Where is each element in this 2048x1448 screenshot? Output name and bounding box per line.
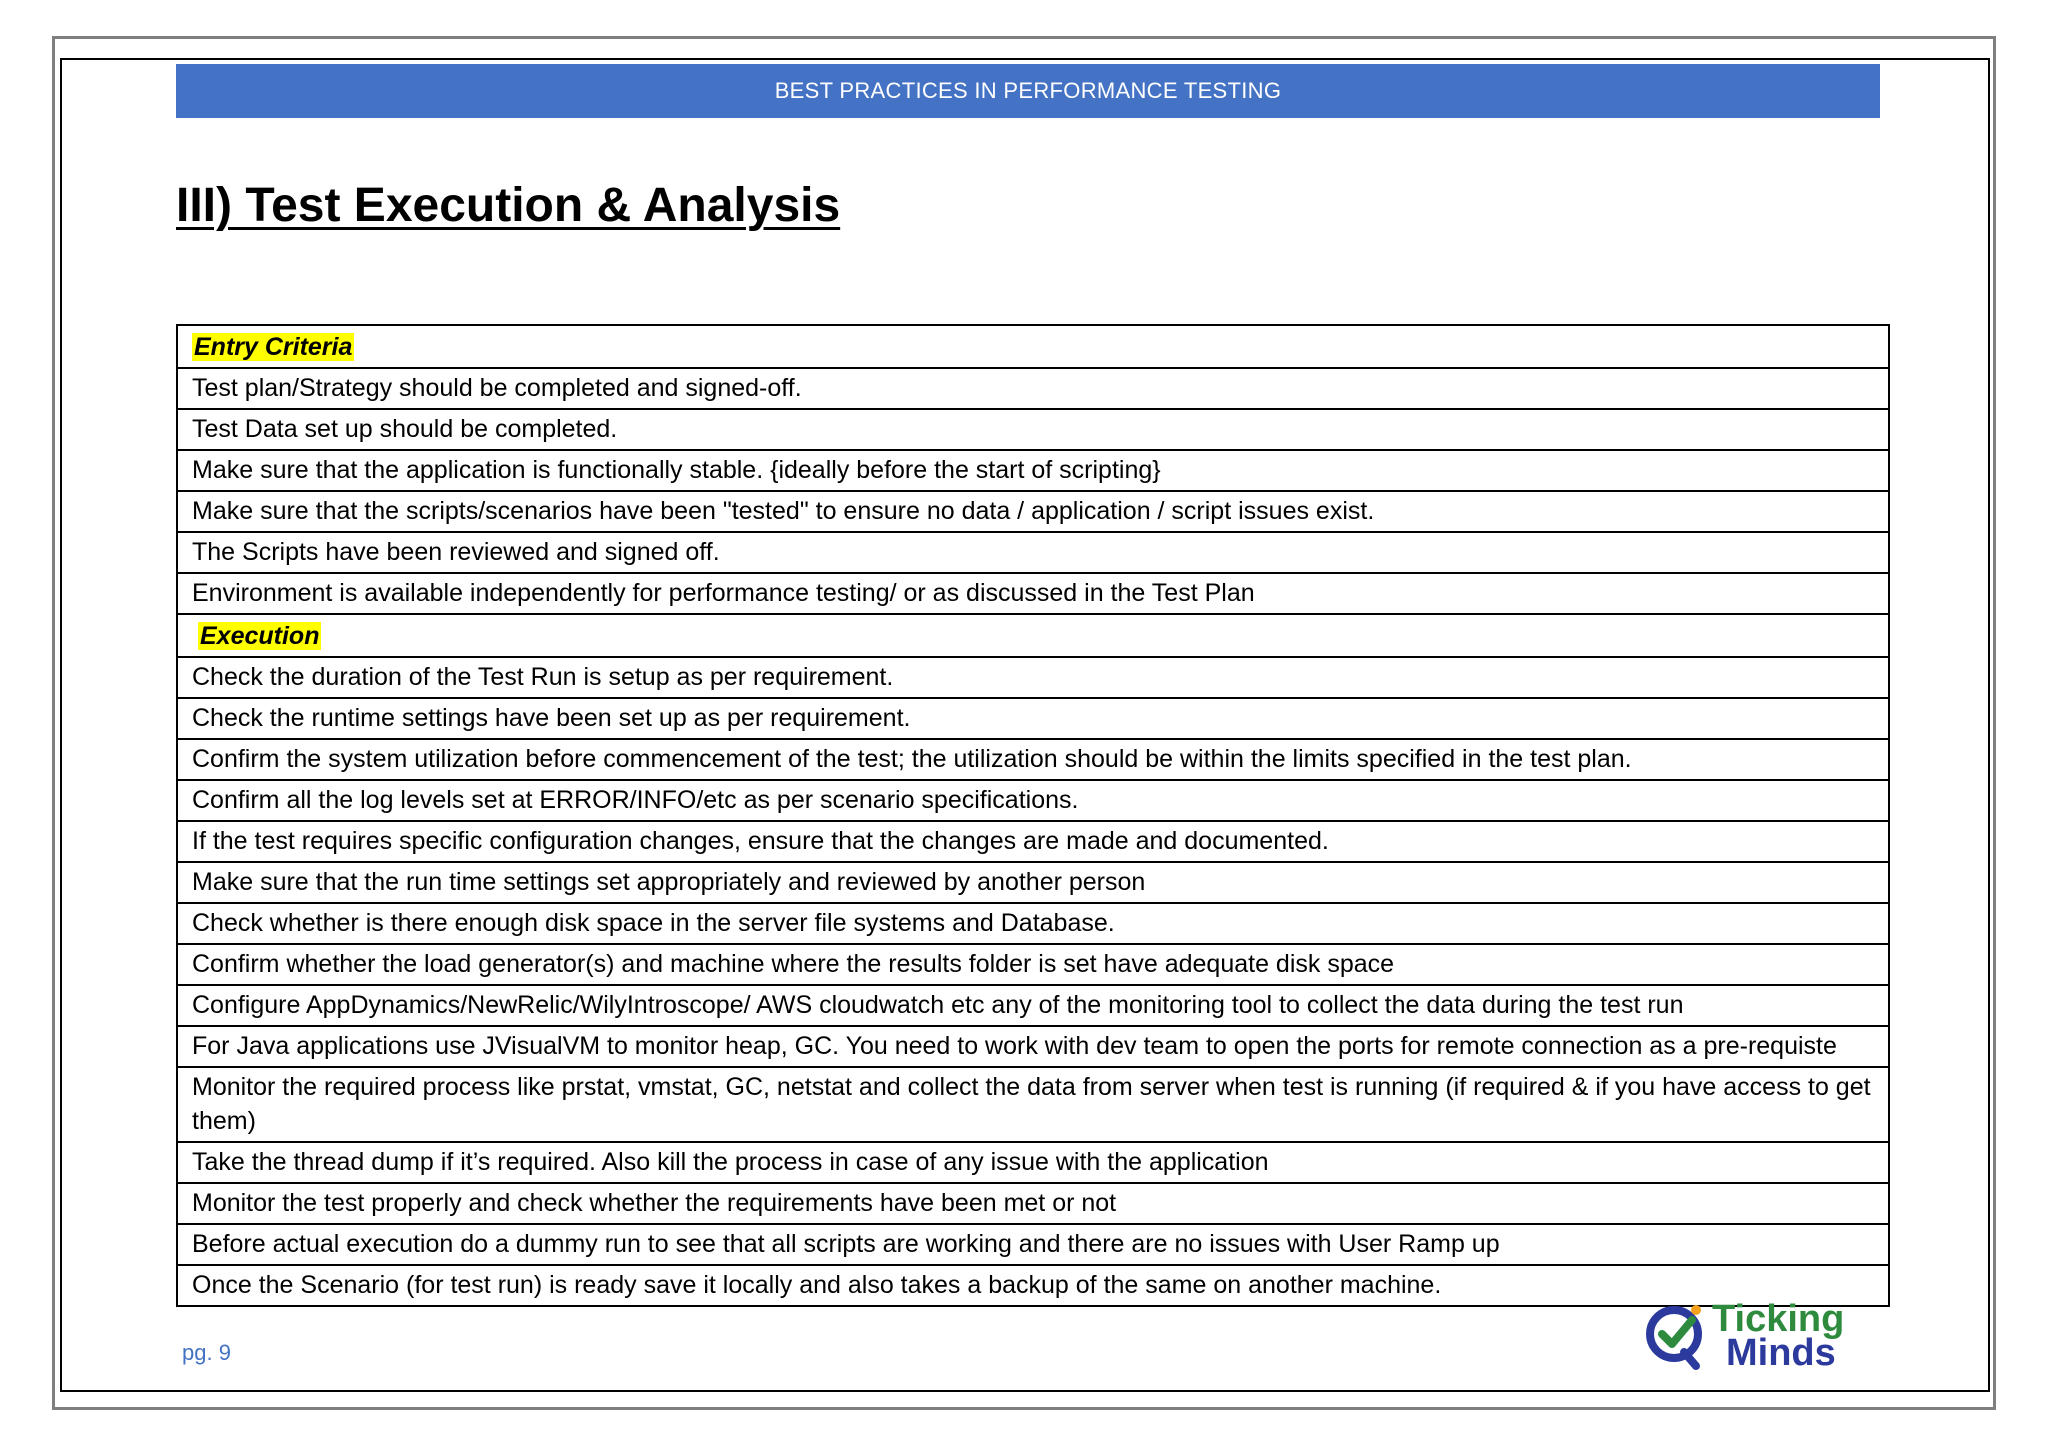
logo-wordmark bbox=[1712, 1298, 1845, 1374]
table-cell: Check the runtime settings have been set up as per requirement. bbox=[177, 698, 1889, 739]
execution-header-cell bbox=[177, 614, 1889, 657]
table-row bbox=[177, 1265, 1889, 1306]
table-cell: Monitor the test properly and check whether the requirements have been met or not bbox=[177, 1183, 1889, 1224]
logo-text-line2: Minds bbox=[1726, 1332, 1836, 1374]
logo-text-line1: Ticking bbox=[1712, 1298, 1845, 1340]
table-row bbox=[177, 491, 1889, 532]
page-title: III) Test Execution & Analysis bbox=[176, 179, 841, 232]
table-cell: Check whether is there enough disk space in the server file systems and Database. bbox=[177, 903, 1889, 944]
table-cell: Once the Scenario (for test run) is ready save it locally and also takes a backup of the same on another machine. bbox=[177, 1265, 1889, 1306]
entry-criteria-header-row bbox=[177, 325, 1889, 368]
table-row bbox=[177, 862, 1889, 903]
page-number: pg. 9 bbox=[182, 1340, 231, 1365]
table-cell: Confirm whether the load generator(s) and machine where the results folder is set have adequate disk space bbox=[177, 944, 1889, 985]
table-cell: Environment is available independently for performance testing/ or as discussed in the Test Plan bbox=[177, 573, 1889, 614]
table-row bbox=[177, 409, 1889, 450]
execution-heading: Execution bbox=[200, 622, 320, 650]
table-row bbox=[177, 1067, 1889, 1142]
entry-criteria-header-cell bbox=[177, 325, 1889, 368]
table-cell: Make sure that the run time settings set appropriately and reviewed by another person bbox=[177, 862, 1889, 903]
table-cell: Confirm all the log levels set at ERROR/INFO/etc as per scenario specifications. bbox=[177, 780, 1889, 821]
entry-criteria-heading: Entry Criteria bbox=[194, 333, 353, 361]
table-cell: Monitor the required process like prstat, vmstat, GC, netstat and collect the data from server when test is running (if required & if you have access to get them) bbox=[177, 1067, 1889, 1142]
table-row bbox=[177, 1142, 1889, 1183]
document-header-bar bbox=[176, 64, 1880, 118]
table-cell: Make sure that the scripts/scenarios have been "tested" to ensure no data / application / script issues exist. bbox=[177, 491, 1889, 532]
table-row bbox=[177, 1026, 1889, 1067]
table-row bbox=[177, 944, 1889, 985]
table-row bbox=[177, 739, 1889, 780]
table-cell: Check the duration of the Test Run is setup as per requirement. bbox=[177, 657, 1889, 698]
company-logo bbox=[1644, 1296, 1880, 1376]
criteria-table-body bbox=[177, 325, 1889, 1306]
document-header-title: BEST PRACTICES IN PERFORMANCE TESTING bbox=[774, 78, 1282, 103]
table-row bbox=[177, 1224, 1889, 1265]
table-cell: The Scripts have been reviewed and signed off. bbox=[177, 532, 1889, 573]
table-row bbox=[177, 532, 1889, 573]
check-circle-icon bbox=[1644, 1300, 1710, 1372]
table-row bbox=[177, 450, 1889, 491]
table-cell: Take the thread dump if it’s required. Also kill the process in case of any issue with the application bbox=[177, 1142, 1889, 1183]
table-row bbox=[177, 368, 1889, 409]
table-cell: Before actual execution do a dummy run to see that all scripts are working and there are no issues with User Ramp up bbox=[177, 1224, 1889, 1265]
table-cell: Test Data set up should be completed. bbox=[177, 409, 1889, 450]
table-cell: Configure AppDynamics/NewRelic/WilyIntroscope/ AWS cloudwatch etc any of the monitoring tool to collect the data during the test run bbox=[177, 985, 1889, 1026]
table-row bbox=[177, 903, 1889, 944]
table-row bbox=[177, 985, 1889, 1026]
table-row bbox=[177, 1183, 1889, 1224]
criteria-table bbox=[176, 324, 1890, 1307]
table-cell: Confirm the system utilization before commencement of the test; the utilization should be within the limits specified in the test plan. bbox=[177, 739, 1889, 780]
table-cell: Test plan/Strategy should be completed and signed-off. bbox=[177, 368, 1889, 409]
table-row bbox=[177, 573, 1889, 614]
table-row bbox=[177, 657, 1889, 698]
table-cell: If the test requires specific configuration changes, ensure that the changes are made and documented. bbox=[177, 821, 1889, 862]
execution-header-row bbox=[177, 614, 1889, 657]
table-row bbox=[177, 698, 1889, 739]
table-cell: Make sure that the application is functionally stable. {ideally before the start of scripting} bbox=[177, 450, 1889, 491]
table-cell: For Java applications use JVisualVM to monitor heap, GC. You need to work with dev team to open the ports for remote connection as a pre-requiste bbox=[177, 1026, 1889, 1067]
table-row bbox=[177, 780, 1889, 821]
table-row bbox=[177, 821, 1889, 862]
